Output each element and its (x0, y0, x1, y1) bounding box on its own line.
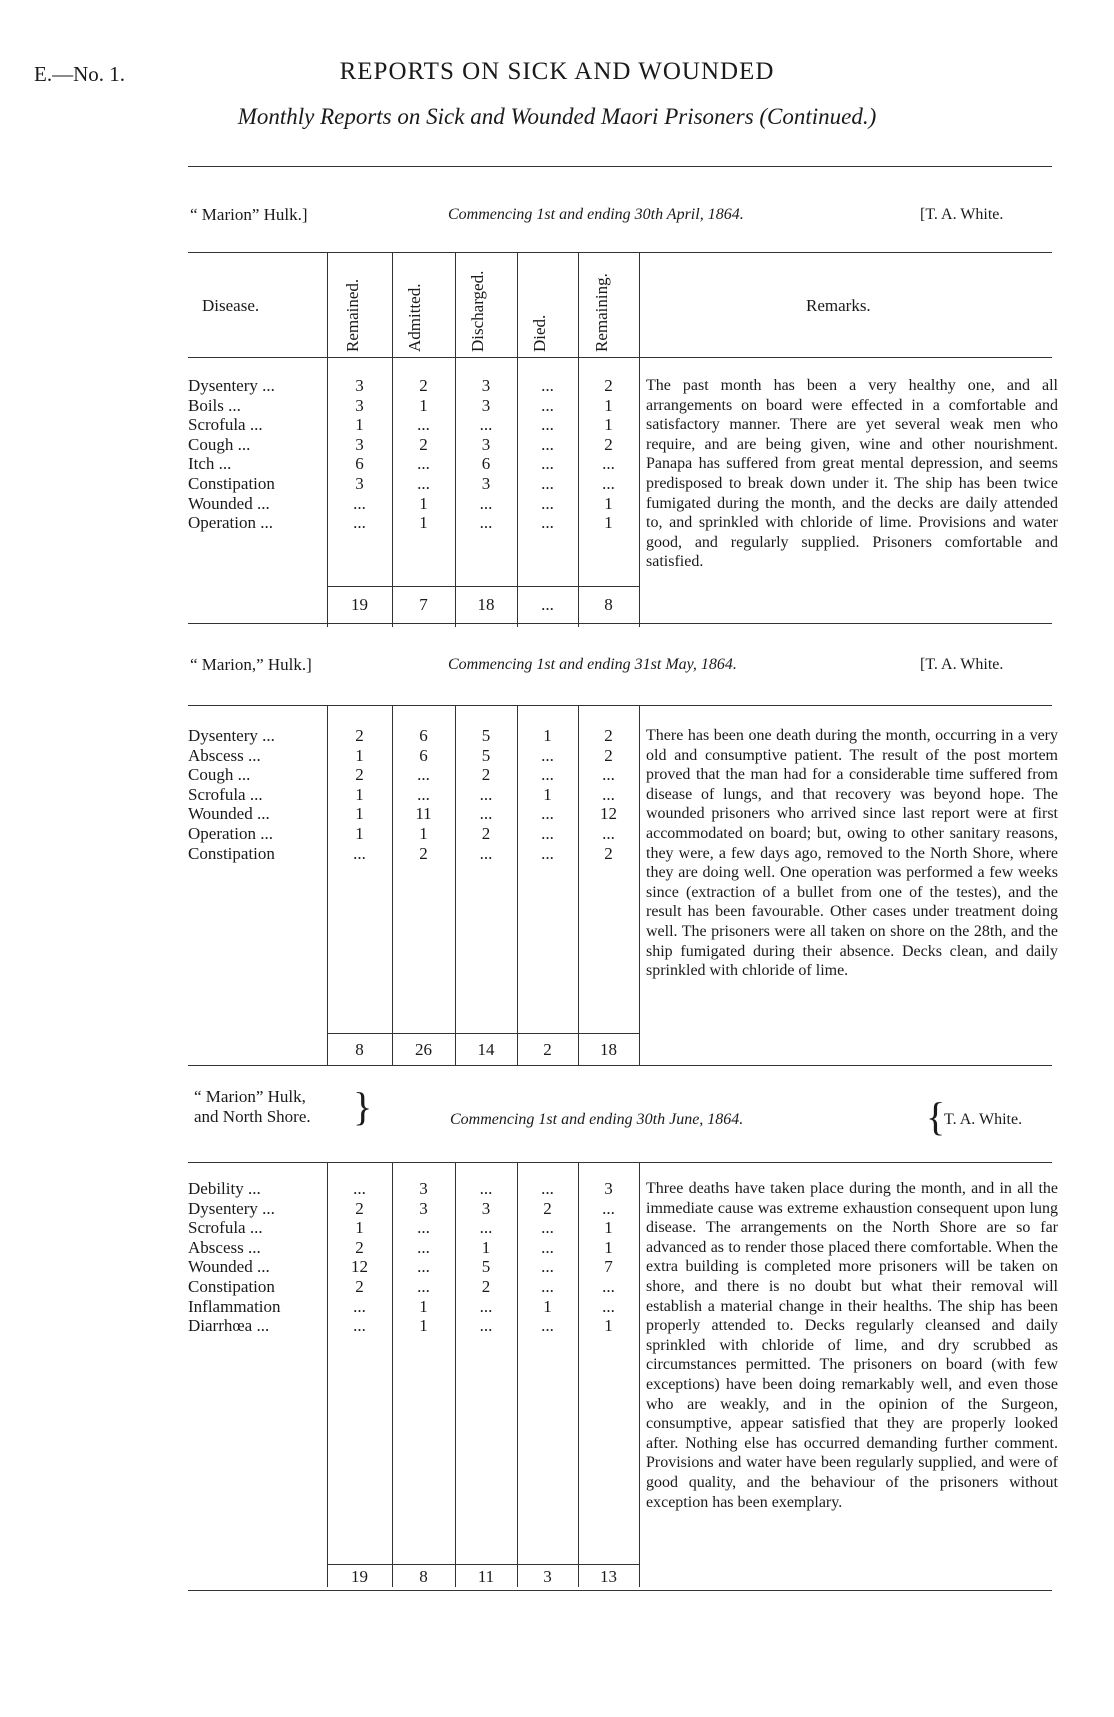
section-end-rule (188, 1590, 1052, 1591)
cell: 2 (481, 1276, 491, 1296)
disease-name: Diarrhœa ... (188, 1316, 270, 1336)
cell: 1 (419, 395, 428, 415)
died-column (517, 376, 578, 533)
header-bottom-rule (188, 357, 1052, 358)
total-admitted: 26 (415, 1040, 432, 1059)
cell: ... (417, 1257, 430, 1277)
cell: 2 (604, 843, 613, 863)
total-discharged: 18 (477, 595, 495, 614)
cell: 12 (351, 1257, 368, 1277)
cell: ... (353, 493, 366, 513)
table-top-rule (188, 705, 1052, 706)
cell: 1 (604, 1218, 613, 1238)
disease-name: Itch ... (188, 454, 232, 474)
cell: ... (479, 804, 493, 824)
total-died: 3 (543, 1567, 552, 1586)
total-admitted: 7 (419, 595, 428, 614)
document-number: E.—No. 1. (34, 62, 125, 86)
section-may-ship: “ Marion,” Hulk.] (190, 655, 312, 674)
disease-name: Constipation (188, 473, 275, 493)
cell: ... (479, 1296, 493, 1316)
cell: 1 (355, 1218, 364, 1238)
page-subtitle: Monthly Reports on Sick and Wounded Maori Prisoners (Continued.) (237, 104, 877, 129)
cell: ... (541, 415, 554, 435)
cell: 2 (604, 434, 613, 454)
page-title: REPORTS ON SICK AND WOUNDED (339, 58, 775, 85)
cell: 11 (415, 804, 432, 824)
cell: ... (602, 823, 615, 843)
cell: 1 (355, 415, 364, 435)
section-june-reporter: T. A. White. (944, 1111, 1023, 1128)
cell: ... (541, 1237, 554, 1257)
disease-name: Dysentery ... (188, 726, 275, 745)
cell: ... (479, 1316, 493, 1336)
disease-list (188, 726, 275, 863)
cell: 2 (355, 1198, 364, 1218)
cell: 1 (543, 784, 552, 804)
brace-icon: { (926, 1094, 946, 1139)
cell: ... (417, 1276, 430, 1296)
cell: ... (541, 376, 554, 395)
total-remained: 19 (351, 1567, 368, 1586)
cell: 2 (419, 843, 428, 863)
cell: 6 (419, 745, 428, 765)
cell: 3 (481, 1198, 491, 1218)
cell: ... (479, 784, 493, 804)
remaining-column (578, 726, 639, 863)
column-header-remaining: Remaining. (592, 273, 611, 352)
cell: 1 (419, 493, 428, 513)
cell: 3 (419, 1198, 428, 1218)
remained-column (327, 1179, 392, 1336)
disease-list (188, 376, 275, 533)
cell: ... (479, 415, 493, 435)
cell: ... (541, 454, 554, 474)
discharged-column (455, 376, 517, 533)
cell: 1 (604, 513, 613, 533)
ship-line: “ Marion” Hulk, (194, 1087, 306, 1106)
admitted-column (392, 726, 455, 863)
cell: ... (479, 1218, 493, 1238)
cell: 1 (543, 1296, 552, 1316)
ship-line: and North Shore. (194, 1107, 311, 1126)
disease-name: Dysentery ... (188, 376, 275, 395)
disease-name: Debility ... (188, 1179, 261, 1198)
cell: 3 (481, 395, 491, 415)
total-discharged: 14 (477, 1040, 495, 1059)
cell: 3 (355, 376, 364, 395)
cell: 12 (600, 804, 617, 824)
cell: 2 (355, 765, 364, 785)
cell: 1 (419, 513, 428, 533)
cell: 3 (355, 473, 364, 493)
discharged-column (455, 726, 517, 863)
cell: 1 (604, 395, 613, 415)
disease-name: Constipation (188, 1276, 275, 1296)
cell: ... (541, 513, 554, 533)
disease-name: Dysentery ... (188, 1198, 275, 1218)
cell: ... (417, 1237, 430, 1257)
admitted-column (392, 376, 455, 533)
cell: 1 (604, 1316, 613, 1336)
remaining-column (578, 376, 639, 533)
disease-name: Abscess ... (188, 745, 261, 765)
cell: ... (479, 513, 493, 533)
cell: ... (541, 493, 554, 513)
cell: 1 (355, 745, 364, 765)
cell: 1 (355, 823, 364, 843)
admitted-column (392, 1179, 455, 1336)
discharged-column (455, 1179, 517, 1336)
cell: 1 (481, 1237, 491, 1257)
cell: ... (353, 843, 366, 863)
column-rule (639, 252, 640, 627)
section-may-reporter: [T. A. White. (920, 656, 1004, 673)
cell: 3 (355, 395, 364, 415)
title-rule (188, 166, 1052, 167)
section-april-ship: “ Marion” Hulk.] (190, 205, 308, 224)
cell: ... (353, 1316, 366, 1336)
disease-name: Scrofula ... (188, 784, 263, 804)
cell: ... (479, 493, 493, 513)
cell: 1 (355, 784, 364, 804)
cell: ... (353, 1179, 366, 1198)
total-discharged: 11 (477, 1567, 495, 1586)
column-rule (639, 705, 640, 1065)
section-june-ship (194, 1087, 311, 1127)
remained-column (327, 376, 392, 533)
cell: 5 (481, 726, 491, 745)
cell: ... (541, 804, 554, 824)
cell: ... (541, 745, 554, 765)
section-may-period: Commencing 1st and ending 31st May, 1864. (448, 656, 737, 673)
cell: ... (602, 1296, 615, 1316)
cell: 2 (419, 434, 428, 454)
cell: ... (541, 1316, 554, 1336)
cell: 2 (481, 765, 491, 785)
cell: 1 (604, 415, 613, 435)
column-header-remained: Remained. (343, 278, 362, 352)
cell: ... (541, 843, 554, 863)
cell: 3 (481, 473, 491, 493)
section-april-reporter: [T. A. White. (920, 206, 1004, 223)
disease-name: Operation ... (188, 513, 273, 533)
section-end-rule (188, 623, 1052, 624)
cell: ... (541, 1218, 554, 1238)
died-column (517, 1179, 578, 1336)
column-header-remarks: Remarks. (806, 296, 871, 315)
disease-name: Scrofula ... (188, 415, 263, 435)
cell: 2 (604, 745, 613, 765)
cell: 2 (604, 376, 613, 395)
totals-rule (327, 1564, 639, 1565)
cell: 3 (604, 1179, 613, 1198)
cell: ... (602, 784, 615, 804)
cell: ... (353, 1296, 366, 1316)
cell: ... (417, 1218, 430, 1238)
cell: ... (541, 1276, 554, 1296)
total-remained: 8 (355, 1040, 364, 1059)
cell: 6 (355, 454, 364, 474)
disease-name: Cough ... (188, 434, 251, 454)
totals-rule (327, 1033, 639, 1034)
total-remaining: 13 (600, 1567, 617, 1586)
brace-icon: } (353, 1084, 373, 1129)
cell: 3 (481, 376, 491, 395)
column-header-admitted: Admitted. (405, 283, 424, 352)
remaining-column (578, 1179, 639, 1336)
disease-name: Cough ... (188, 765, 251, 785)
cell: 1 (355, 804, 364, 824)
total-admitted: 8 (419, 1567, 428, 1586)
cell: 5 (481, 745, 491, 765)
remained-column (327, 726, 392, 863)
disease-name: Wounded ... (188, 493, 270, 513)
disease-name: Operation ... (188, 823, 273, 843)
cell: ... (602, 454, 615, 474)
cell: ... (541, 1179, 554, 1198)
column-header-discharged: Discharged. (468, 270, 487, 352)
cell: 1 (604, 1237, 613, 1257)
cell: 1 (604, 493, 613, 513)
cell: 5 (481, 1257, 491, 1277)
table-top-rule (188, 1162, 1052, 1163)
cell: 2 (355, 1276, 364, 1296)
disease-name: Inflammation (188, 1296, 281, 1316)
cell: ... (417, 454, 430, 474)
cell: 1 (543, 726, 552, 745)
total-died: 2 (543, 1040, 552, 1059)
cell: 2 (543, 1198, 552, 1218)
disease-list (188, 1179, 281, 1336)
cell: ... (602, 1198, 615, 1218)
cell: 3 (419, 1179, 428, 1198)
cell: 2 (604, 726, 613, 745)
cell: 2 (355, 726, 364, 745)
cell: ... (353, 513, 366, 533)
cell: ... (417, 765, 430, 785)
total-remaining: 18 (600, 1040, 617, 1059)
cell: 1 (419, 823, 428, 843)
disease-name: Boils ... (188, 395, 241, 415)
cell: 2 (355, 1237, 364, 1257)
disease-name: Abscess ... (188, 1237, 261, 1257)
remarks-text: The past month has been a very healthy one, and all arrangements on board were effected in a comfortable and satisfactory manner. There are yet several weak men who require, and are being given, wine and other nourishment. Panapa has suffered from great mental depression, and seems predisposed to break down under it. The ship has been twice fumigated during the month, and the decks are daily attended to, and sprinkled with chloride of lime. Provisions and water good, and regularly supplied. Prisoners comfortable and satisfied. (646, 377, 1058, 571)
cell: 7 (604, 1257, 613, 1277)
total-died: ... (541, 595, 554, 614)
column-rule (639, 1162, 640, 1587)
cell: ... (417, 415, 430, 435)
disease-name: Constipation (188, 843, 275, 863)
cell: 1 (419, 1316, 428, 1336)
cell: 6 (481, 454, 491, 474)
cell: ... (541, 434, 554, 454)
table-top-rule (188, 252, 1052, 253)
disease-name: Wounded ... (188, 804, 270, 824)
remarks-text: There has been one death during the month, occurring in a very old and consumptive patient. The result of the post mortem proved that the man had for a considerable time suffered from disease of lungs, and that recovery was beyond hope. The wounded prisoners who arrived since last report were at first accommodated on board; but, owing to other sanitary reasons, they were, a few days ago, removed to the North Shore, where they are doing well. One operation was performed a few weeks since (extraction of a bullet from one of the testes), and the result has been favourable. Other cases under treatment doing well. The prisoners were all taken on shore on the 28th, and the ship fumigated during their absence. Decks clean, and daily sprinkled with chloride of lime. (646, 727, 1058, 980)
cell: 3 (481, 434, 491, 454)
cell: ... (541, 823, 554, 843)
remarks-text: Three deaths have taken place during the month, and in all the immediate cause was extreme exhaustion consequent upon lung disease. The arrangements on the North Shore are so far advanced as to render those placed there comfortable. When the extra building is completed more prisoners will be taken on shore, and there is no doubt but what their removal will establish a material change in their healths. The ship has been properly attended to. Decks regularly cleansed and daily sprinkled with chloride of lime, and dry scrubbed as circumstances permitted. The prisoners on board (with few exceptions) have been doing remarkably well, and even those who are weakly, and in the opinion of the Surgeon, consumptive, appear satisfied that they are properly looked after. Nothing else has occurred demanding further comment. Provisions and water have been regularly supplied, and were of good quality, and the behaviour of the prisoners without exception has been exemplary. (646, 1180, 1058, 1511)
column-header-died: Died. (530, 314, 549, 352)
cell: ... (479, 843, 493, 863)
cell: 3 (355, 434, 364, 454)
cell: ... (417, 473, 430, 493)
cell: ... (541, 765, 554, 785)
cell: ... (541, 1257, 554, 1277)
total-remaining: 8 (604, 595, 613, 614)
column-header-disease: Disease. (202, 296, 260, 315)
died-column (517, 726, 578, 863)
cell: ... (602, 473, 615, 493)
cell: ... (602, 1276, 615, 1296)
cell: ... (541, 395, 554, 415)
cell: ... (417, 784, 430, 804)
cell: 1 (419, 1296, 428, 1316)
section-end-rule (188, 1065, 1052, 1066)
section-june-period: Commencing 1st and ending 30th June, 1864. (450, 1111, 744, 1128)
disease-name: Scrofula ... (188, 1218, 263, 1238)
cell: ... (479, 1179, 493, 1198)
total-remained: 19 (351, 595, 368, 614)
totals-rule (327, 586, 639, 587)
cell: 2 (481, 823, 491, 843)
cell: ... (602, 765, 615, 785)
cell: ... (541, 473, 554, 493)
cell: 2 (419, 376, 428, 395)
cell: 6 (419, 726, 428, 745)
section-april-period: Commencing 1st and ending 30th April, 1864. (448, 206, 744, 223)
disease-name: Wounded ... (188, 1257, 270, 1277)
